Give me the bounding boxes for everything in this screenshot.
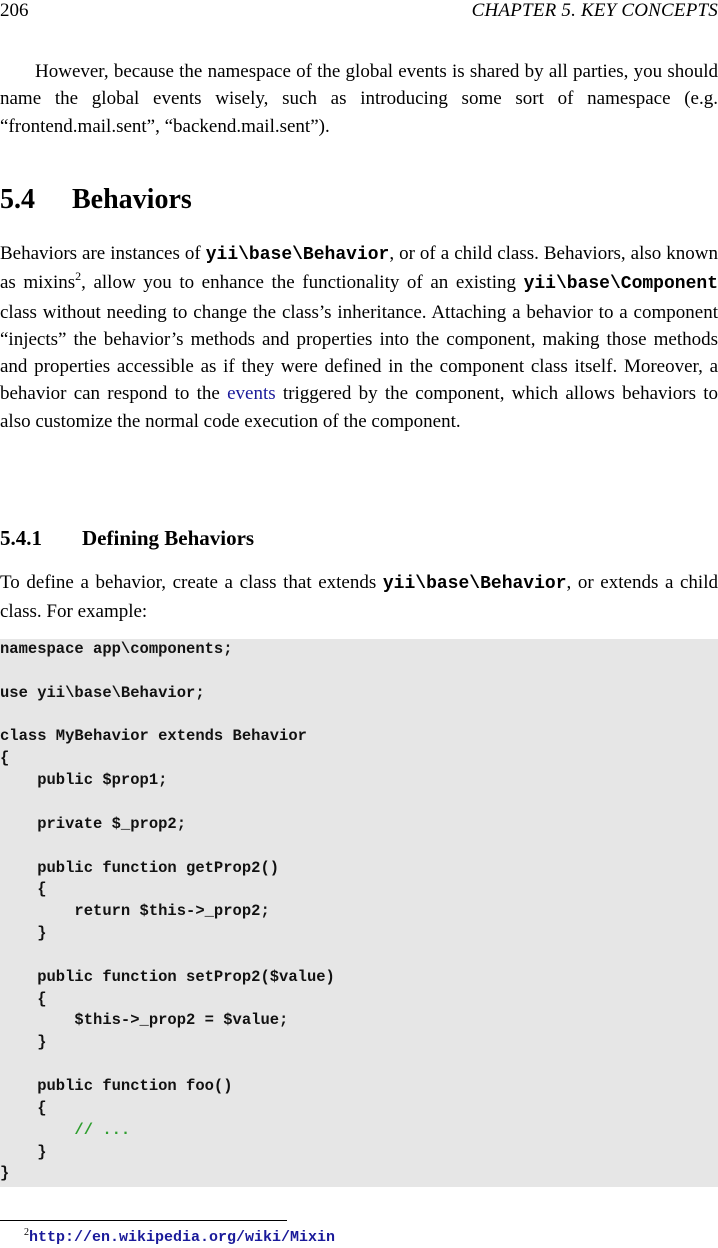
inline-code-behavior: yii\base\Behavior <box>205 245 390 265</box>
code-line: $this->_prop2 = $value; <box>0 1011 289 1030</box>
chapter-title: CHAPTER 5. KEY CONCEPTS <box>471 0 718 21</box>
events-link[interactable]: events <box>227 383 276 405</box>
code-line: public function setProp2($value) <box>0 967 335 986</box>
text-segment: class without needing to change the class’s inheritance. Attaching a behavior to a component “injects” the behavior’s methods and properties into the component, making those methods and properties accessible as if they were defined in the component class itself. Moreover, a behavior can respond to the <box>0 301 718 405</box>
footnote-url-link[interactable]: http://en.wikipedia.org/wiki/Mixin <box>29 1229 336 1246</box>
page-header <box>0 0 718 24</box>
text-segment: , or of a child class. Behaviors, also known as mixins <box>0 243 718 294</box>
subsection-heading <box>0 524 254 552</box>
text-segment: To define a behavior, create a class that extends <box>0 572 383 593</box>
footnote-rule <box>0 1220 287 1221</box>
text-segment: , or extends a child class. For example: <box>0 572 718 623</box>
section-title: Behaviors <box>72 184 192 215</box>
text-segment: , allow you to enhance the functionality of an existing <box>81 272 524 294</box>
code-line: namespace app\components; <box>0 640 233 658</box>
inline-code-component: yii\base\Component <box>523 274 718 295</box>
code-line: // ... <box>0 1120 131 1139</box>
text-segment: Behaviors are instances of <box>0 243 206 264</box>
subsection-number: 5.4.1 <box>0 526 42 550</box>
code-line: public function getProp2() <box>0 858 280 877</box>
code-line: use yii\base\Behavior; <box>0 683 205 702</box>
code-line: public function foo() <box>0 1077 233 1095</box>
subsection-title: Defining Behaviors <box>82 526 255 550</box>
code-line: { <box>0 880 47 899</box>
code-line: return $this->_prop2; <box>0 902 270 921</box>
page-number: 206 <box>0 0 29 21</box>
code-line: } <box>0 1033 47 1052</box>
code-line: { <box>0 749 10 768</box>
section-number: 5.4 <box>0 184 35 215</box>
defining-paragraph <box>0 569 718 626</box>
behaviors-paragraph <box>0 240 718 435</box>
code-line: } <box>0 1142 47 1161</box>
intro-paragraph: However, because the namespace of the global events is shared by all parties, you should name the global events wisely, such as introducing some sort of namespace (e.g. “frontend.mail.sent”, “backend.mail.sent”). <box>0 61 718 137</box>
footnote-marker[interactable]: 2 <box>75 269 82 284</box>
text-segment: triggered by the component, which allows behaviors to also customize the normal code execution of the component. <box>0 383 718 432</box>
inline-code-behavior: yii\base\Behavior <box>382 574 567 594</box>
code-line: public $prop1; <box>0 771 168 790</box>
code-line: { <box>0 989 47 1008</box>
code-line: class MyBehavior extends Behavior <box>0 727 307 746</box>
code-block <box>0 639 718 1187</box>
code-line: } <box>0 924 47 943</box>
footnote <box>0 1227 335 1248</box>
code-line: } <box>0 1164 10 1183</box>
code-line: private $_prop2; <box>0 814 187 833</box>
section-heading <box>0 183 192 217</box>
code-line: { <box>0 1098 47 1117</box>
footnote-number: 2 <box>24 1227 29 1238</box>
